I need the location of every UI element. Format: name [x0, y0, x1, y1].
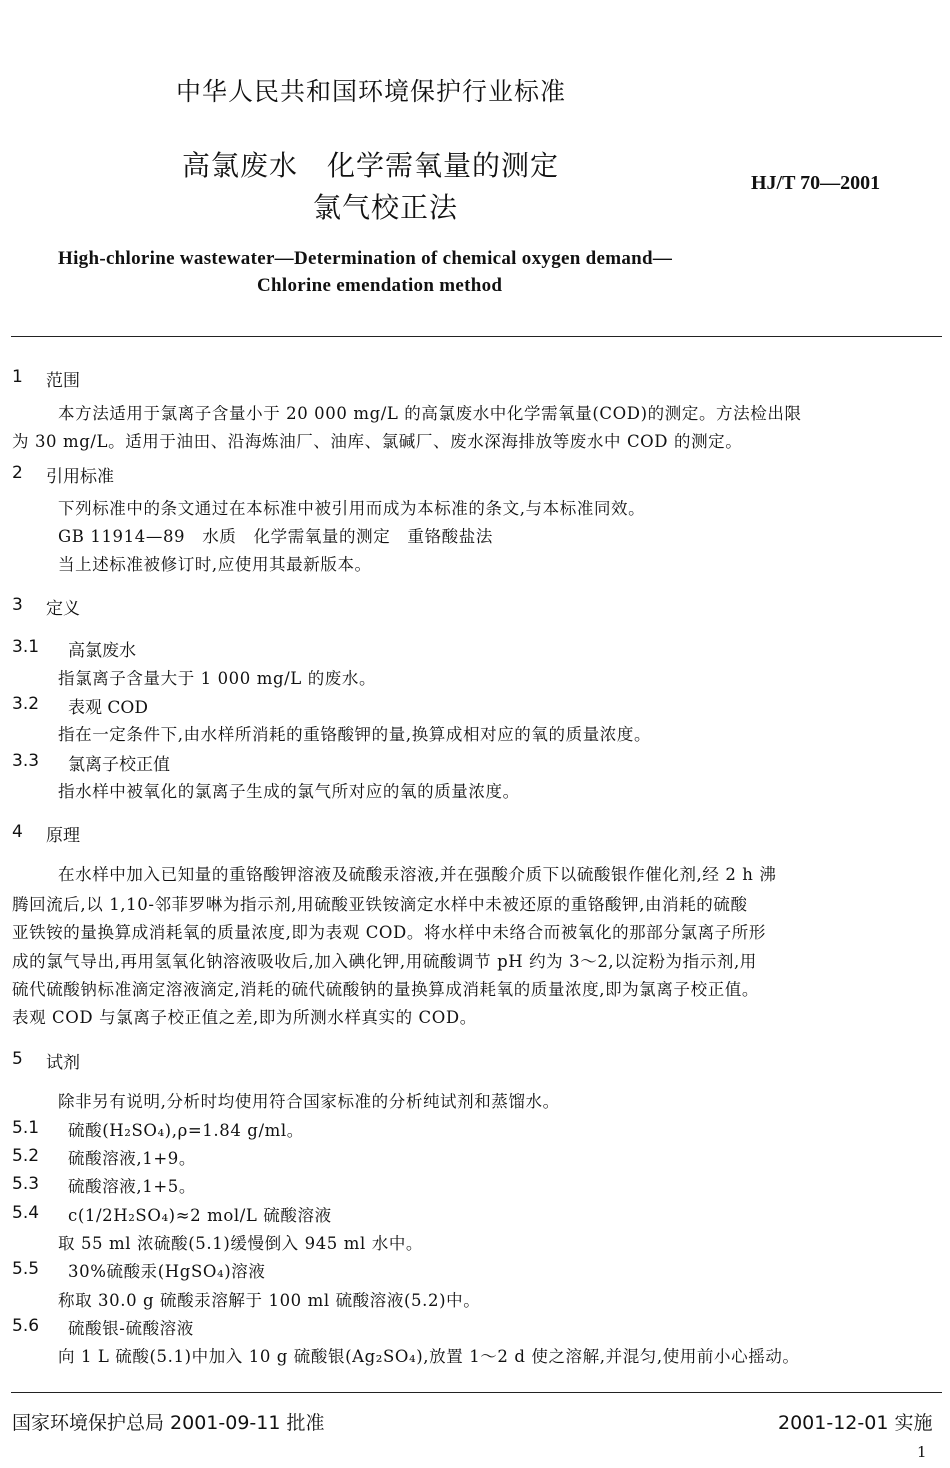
paragraph-line: 成的氯气导出,再用氢氧化钠溶液吸收后,加入碘化钾,用硫酸调节 pH 约为 3～2,以淀粉为指示剂,用: [12, 952, 757, 971]
english-title-line-1: High-chlorine wastewater—Determination of chemical oxygen demand—: [58, 248, 673, 269]
clause-number: 3.1: [12, 637, 40, 657]
section-heading: 范围: [46, 371, 80, 391]
clause-heading: 高氯废水: [68, 641, 136, 661]
reference-standard: GB 11914—89 水质 化学需氧量的测定 重铬酸盐法: [58, 527, 493, 546]
paragraph-line: 除非另有说明,分析时均使用符合国家标准的分析纯试剂和蒸馏水。: [58, 1092, 560, 1111]
section-number: 2: [12, 463, 23, 483]
section-heading: 引用标准: [46, 467, 114, 487]
section-number: 5: [12, 1049, 23, 1069]
clause-number: 3.2: [12, 694, 40, 714]
paragraph-line: 为 30 mg/L。适用于油田、沿海炼油厂、油库、氯碱厂、废水深海排放等废水中 COD 的测定。: [12, 432, 743, 451]
paragraph-line: 当上述标准被修订时,应使用其最新版本。: [58, 555, 372, 574]
reagent-item: 30%硫酸汞(HgSO₄)溶液: [68, 1262, 266, 1281]
paragraph-line: 表观 COD 与氯离子校正值之差,即为所测水样真实的 COD。: [12, 1008, 477, 1027]
issuing-organization: 中华人民共和国环境保护行业标准: [176, 77, 567, 106]
section-heading: 定义: [46, 599, 80, 619]
reagent-item: 硫酸溶液,1+5。: [68, 1177, 196, 1196]
section-heading: 原理: [46, 826, 80, 846]
clause-number: 5.5: [12, 1259, 40, 1279]
section-number: 3: [12, 595, 23, 615]
paragraph-line: 指氯离子含量大于 1 000 mg/L 的废水。: [58, 669, 377, 688]
paragraph-line: 称取 30.0 g 硫酸汞溶解于 100 ml 硫酸溶液(5.2)中。: [58, 1291, 481, 1310]
paragraph-line: 硫代硫酸钠标准滴定溶液滴定,消耗的硫代硫酸钠的量换算成消耗氧的质量浓度,即为氯离子校正值。: [12, 980, 759, 999]
english-title-line-2: Chlorine emendation method: [257, 275, 503, 296]
clause-number: 5.2: [12, 1146, 40, 1166]
reagent-item: 硫酸(H₂SO₄),ρ=1.84 g/ml。: [68, 1121, 304, 1140]
clause-number: 5.4: [12, 1203, 40, 1223]
paragraph-line: 腾回流后,以 1,10-邻菲罗啉为指示剂,用硫酸亚铁铵滴定水样中未被还原的重铬酸钾,由消耗的硫酸: [12, 895, 748, 914]
approval-line: 国家环境保护总局 2001-09-11 批准: [12, 1412, 325, 1434]
paragraph-line: 指在一定条件下,由水样所消耗的重铬酸钾的量,换算成相对应的氧的质量浓度。: [58, 725, 652, 744]
reagent-item: 硫酸溶液,1+9。: [68, 1149, 196, 1168]
title-line-1: 高氯废水 化学需氧量的测定: [182, 149, 560, 182]
clause-heading: 氯离子校正值: [68, 755, 170, 775]
reagent-item: c(1/2H₂SO₄)≈2 mol/L 硫酸溶液: [68, 1206, 332, 1225]
paragraph-line: 下列标准中的条文通过在本标准中被引用而成为本标准的条文,与本标准同效。: [58, 499, 646, 518]
standard-code: HJ/T 70—2001: [751, 172, 881, 194]
section-number: 4: [12, 822, 23, 842]
paragraph-line: 亚铁铵的量换算成消耗氧的质量浓度,即为表观 COD。将水样中未络合而被氧化的那部分氯离子所形: [12, 923, 766, 942]
paragraph-line: 取 55 ml 浓硫酸(5.1)缓慢倒入 945 ml 水中。: [58, 1234, 424, 1253]
title-line-2: 氯气校正法: [313, 191, 459, 224]
section-heading: 试剂: [46, 1053, 80, 1073]
clause-heading: 表观 COD: [68, 698, 148, 718]
paragraph-line: 本方法适用于氯离子含量小于 20 000 mg/L 的高氯废水中化学需氧量(COD)的测定。方法检出限: [58, 404, 802, 423]
section-number: 1: [12, 367, 23, 387]
reagent-item: 硫酸银-硫酸溶液: [68, 1319, 194, 1338]
paragraph-line: 指水样中被氧化的氯离子生成的氯气所对应的氧的质量浓度。: [58, 782, 520, 801]
clause-number: 5.1: [12, 1118, 40, 1138]
clause-number: 5.3: [12, 1174, 40, 1194]
header-divider: [11, 336, 942, 337]
clause-number: 3.3: [12, 751, 40, 771]
paragraph-line: 在水样中加入已知量的重铬酸钾溶液及硫酸汞溶液,并在强酸介质下以硫酸银作催化剂,经 2 h 沸: [58, 865, 777, 884]
implementation-date: 2001-12-01 实施: [778, 1412, 933, 1434]
paragraph-line: 向 1 L 硫酸(5.1)中加入 10 g 硫酸银(Ag₂SO₄),放置 1～2 d 使之溶解,并混匀,使用前小心摇动。: [58, 1347, 800, 1366]
footer-divider: [11, 1392, 942, 1393]
page-number: 1: [917, 1443, 927, 1461]
clause-number: 5.6: [12, 1316, 40, 1336]
